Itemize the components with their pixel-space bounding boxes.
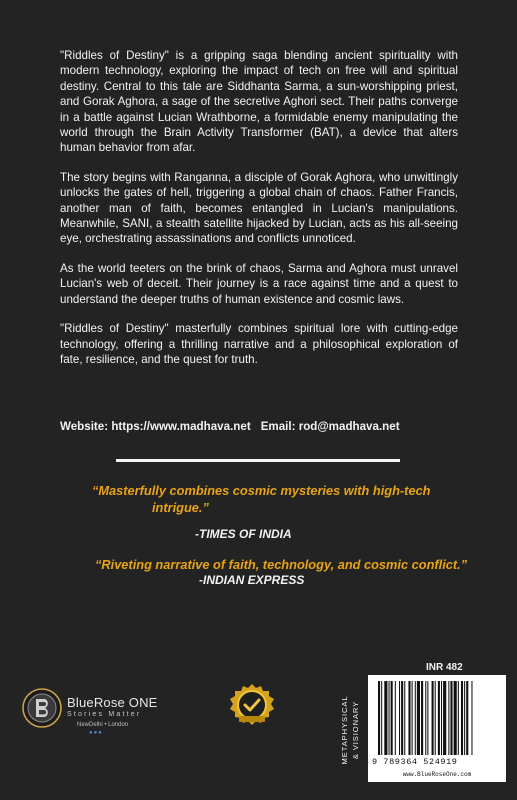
isbn-barcode — [368, 675, 506, 782]
review-source-times: -TIMES OF INDIA — [195, 527, 292, 541]
genre-label — [335, 681, 365, 779]
contact-line — [60, 420, 480, 433]
review-quote-times-line-2: intrigue.” — [152, 500, 209, 515]
synopsis-paragraph-4: "Riddles of Destiny" masterfully combines spiritual lore with cutting-edge technology, offering a thrilling narrative and a philosophical exploration of fate, resilience, and the quest for truth. — [60, 322, 458, 366]
quality-seal-icon — [229, 683, 275, 729]
publisher-cities: NewDelhi • London — [77, 722, 129, 728]
publisher-dots-icon: ●●● — [89, 730, 103, 736]
synopsis — [60, 48, 458, 381]
email-link[interactable]: Email: rod@madhava.net — [260, 420, 400, 433]
publisher-url: www.BlueRoseOne.com — [402, 771, 472, 778]
review-quote-times — [92, 482, 472, 516]
isbn-digits: 9 789364 524919 — [372, 757, 458, 767]
price: INR 482 — [426, 662, 463, 673]
genre-line-1: METAPHYSICAL — [340, 695, 349, 765]
review-source-indian-express: -INDIAN EXPRESS — [199, 573, 305, 587]
synopsis-paragraph-3: As the world teeters on the brink of chaos, Sarma and Aghora must unravel Lucian's web of deceit. Their journey is a race against time and a quest to understand the deeper truths of human existence and cosmic laws. — [60, 261, 458, 306]
divider — [116, 459, 400, 462]
genre-line-2: & VISIONARY — [351, 700, 360, 760]
publisher-name: BlueRose ONE — [67, 695, 158, 710]
barcode-icon — [374, 681, 500, 757]
publisher-tagline: Stories Matter — [67, 711, 142, 718]
publisher-block — [67, 695, 158, 736]
synopsis-paragraph-1: "Riddles of Destiny" is a gripping saga blending ancient spirituality with modern technology, exploring the impact of tech on free will and spiritual destiny. Central to this tale are Siddhanta Sarma, a sun-worshipping priest, and Gorak Aghora, a sage of the secretive Aghori sect. Their paths converge in a battle against Lucian Wrathborne, a formidable enemy manipulating the world through the Brain Activity Transformer (BAT), a device that alters human behavior from afar. — [60, 49, 458, 155]
synopsis-paragraph-2: The story begins with Ranganna, a disciple of Gorak Aghora, who unwittingly unlocks the gates of hell, triggering a global chain of chaos. Father Francis, another man of faith, becomes entangled in Lucian's manipulations. Meanwhile, SANI, a stealth satellite hijacked by Lucian, acts as his all-seeing eye, orchestrating assassinations and conflicts unnoticed. — [60, 170, 458, 246]
website-link[interactable]: Website: https://www.madhava.net — [60, 420, 251, 433]
bluerose-logo-icon — [22, 688, 62, 728]
review-quote-times-line-1: “Masterfully combines cosmic mysteries with high-tech — [92, 483, 431, 498]
review-quote-indian-express: “Riveting narrative of faith, technology, and cosmic conflict.” — [95, 557, 468, 572]
